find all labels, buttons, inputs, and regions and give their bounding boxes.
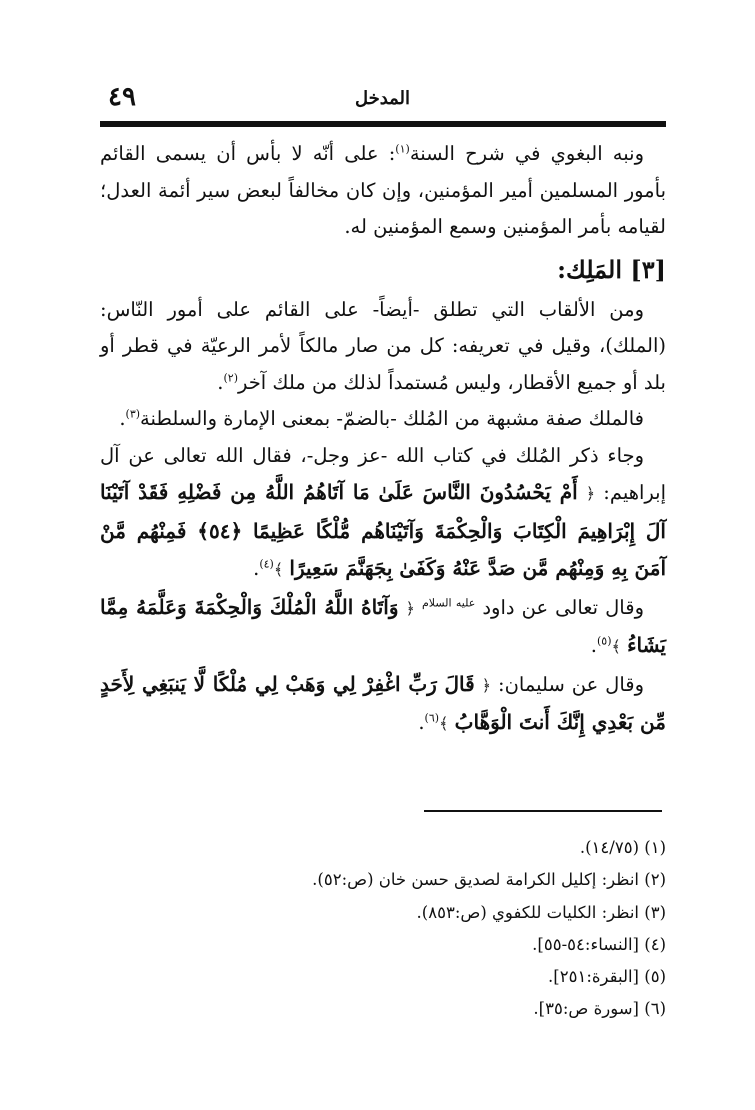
footnote-ref-3: (٣) [125,407,141,421]
footnote-4: (٤) [النساء:٥٤-٥٥]. [532,934,666,954]
quran-verse-nisa: أَمْ يَحْسُدُونَ النَّاسَ عَلَىٰ مَا آتَاهُمُ اللَّهُ مِن فَضْلِهِ فَقَدْ آتَيْنَا آلَ إِبْرَاهِيمَ الْكِتَابَ وَالْحِكْمَةَ وَآتَيْنَاهُم مُّلْكًا عَظِيمًا ﴿٥٤﴾ فَمِنْهُم مَّنْ آمَنَ بِهِ وَمِنْهُم مَّن صَدَّ عَنْهُ وَكَفَىٰ بِجَهَنَّمَ سَعِيرًا [100,480,666,580]
quran-verse-baqarah: وَآتَاهُ اللَّهُ الْمُلْكَ وَالْحِكْمَةَ وَعَلَّمَهُ مِمَّا يَشَاءُ [100,594,666,657]
footnote-1: (١) (١٤/٧٥). [579,838,666,857]
paragraph-1: ونبه البغوي في شرح السنة$^{(١)}$: على أنّه لا بأس أن يسمى القائم بأمور المسلمين أمير المؤمنين، وإن كان مخالفاً لبعض سير أئمة العدل؛ لقيامه بأمر المؤمنين وسمع المؤمنين له. [100,142,666,238]
quran-open-bracket: ﴿ [481,675,492,695]
paragraph-2: ومن الألقاب التي تطلق -أيضاً- على القائم على أمور النّاس: (الملك)، وقيل في تعريفه: كل من صار مالكاً لأمر الرعيّة في قطر أو بلد أو جميع الأقطار، وليس مُستمداً لذلك من ملك آخر$^{(٢)}$. [100,297,666,394]
section-heading: [٣] المَلِك: [557,254,666,284]
footnote-6: (٦) [سورة ص:٣٥]. [533,999,666,1019]
footnote-ref-1: (١) [395,142,410,156]
footnote-ref-5: (٥) [597,634,612,648]
quran-close-bracket: ﴾ [273,560,284,579]
page-number: ٤٩ [108,82,136,112]
quran-close-bracket: ﴾ [439,714,449,733]
quran-verse-sad: قَالَ رَبِّ اغْفِرْ لِي وَهَبْ لِي مُلْكًا لَّا يَنبَغِي لِأَحَدٍ مِّن بَعْدِي إِنَّكَ أَنتَ الْوَهَّابُ [100,671,666,734]
main-text [100,136,666,743]
footnote-5: (٥) [البقرة:٢٥١]. [548,967,666,987]
quran-open-bracket: ﴿ [405,598,415,618]
paragraph-3: فالملك صفة مشبهة من المُلك -بالضمّ- بمعنى الإمارة والسلطنة$^{(٣)}$. [119,407,644,430]
quran-close-bracket: ﴾ [611,637,621,656]
paragraph-6: وقال عن سليمان: ﴿ قَالَ رَبِّ اغْفِرْ لِي وَهَبْ لِي مُلْكًا لَّا يَنبَغِي لِأَحَدٍ مِّن بَعْدِي إِنَّكَ أَنتَ الْوَهَّابُ ﴾$^{(٦)}$. [100,671,666,734]
footnotes [100,832,666,1026]
honorific: عليه السلام [421,596,476,609]
footnote-ref-4: (٤) [259,557,274,571]
footnote-3: (٣) انظر: الكليات للكفوي (ص:٨٥٣). [416,902,666,922]
header-rule [100,121,666,127]
running-title: المدخل [354,88,411,109]
footnote-ref-2: (٢) [223,371,238,384]
quran-open-bracket: ﴿ [585,484,596,503]
footnote-ref-6: (٦) [424,711,440,725]
paragraph-5: وقال تعالى عن داود $^{عليه السلام}$ ﴿ وَآتَاهُ اللَّهُ الْمُلْكَ وَالْحِكْمَةَ وَعَلَّمَهُ مِمَّا يَشَاءُ ﴾$^{(٥)}$. [100,594,666,657]
footnote-2: (٢) انظر: إكليل الكرامة لصديق حسن خان (ص:٥٢). [312,870,666,890]
footnote-separator [424,810,662,812]
page-header [100,82,665,122]
paragraph-4: وجاء ذكر المُلك في كتاب الله -عز وجل-، فقال الله تعالى عن آل إبراهيم: ﴿ أَمْ يَحْسُدُونَ النَّاسَ عَلَىٰ مَا آتَاهُمُ اللَّهُ مِن فَضْلِهِ فَقَدْ آتَيْنَا آلَ إِبْرَاهِيمَ الْكِتَابَ وَالْحِكْمَةَ وَآتَيْنَاهُم مُّلْكًا عَظِيمًا ﴿٥٤﴾ فَمِنْهُم مَّنْ آمَنَ بِهِ وَمِنْهُم مَّن صَدَّ عَنْهُ وَكَفَىٰ بِجَهَنَّمَ سَعِيرًا ﴾$^{(٤)}$. [100,443,667,580]
